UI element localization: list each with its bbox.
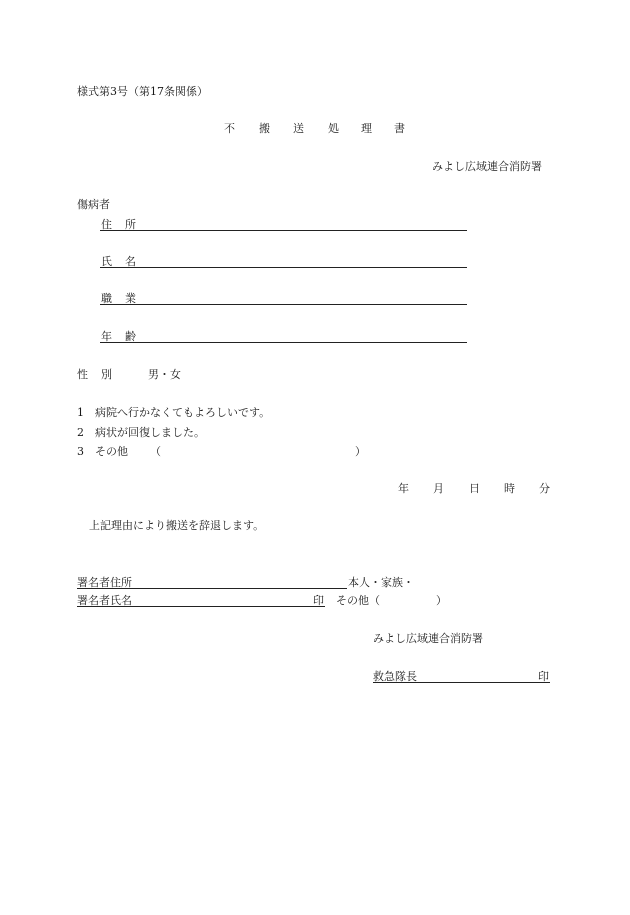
- field-occupation-label-2: 業: [125, 292, 136, 305]
- signer-seal-mark: 印: [313, 594, 324, 607]
- relation-close-paren: ）: [436, 594, 447, 607]
- reason-number: 1: [77, 406, 84, 419]
- reason-number: 3: [77, 445, 84, 458]
- relation-options-line2[interactable]: その他（: [336, 594, 380, 607]
- signer-name-line[interactable]: [77, 606, 325, 607]
- field-occupation-line[interactable]: [100, 304, 467, 305]
- datetime-hour: 時: [504, 482, 515, 495]
- field-address-line[interactable]: [100, 230, 467, 231]
- field-age-line[interactable]: [100, 342, 467, 343]
- signer-name-label: 署名者氏名: [77, 594, 132, 607]
- title-char: 搬: [259, 122, 270, 135]
- reason-other-open-paren: （: [150, 445, 161, 458]
- field-age-label-2: 齢: [125, 330, 136, 343]
- refusal-statement: 上記理由により搬送を辞退します。: [89, 519, 265, 532]
- sex-label-2: 別: [101, 368, 112, 381]
- field-occupation-label-1: 職: [101, 292, 112, 305]
- title-char: 理: [361, 122, 372, 135]
- form-reference: 様式第3号（第17条関係）: [77, 85, 208, 98]
- field-name-line[interactable]: [100, 267, 467, 268]
- datetime-year: 年: [398, 482, 409, 495]
- field-name-label-1: 氏: [101, 255, 112, 268]
- field-address-label-2: 所: [125, 218, 136, 231]
- field-address-label-1: 住: [101, 218, 112, 231]
- datetime-month: 月: [433, 482, 444, 495]
- title-char: 送: [293, 122, 304, 135]
- reason-text[interactable]: 病院へ行かなくてもよろしいです。: [95, 406, 271, 419]
- signer-address-label: 署名者住所: [77, 576, 132, 589]
- issuer-name: みよし広域連合消防署: [432, 160, 542, 173]
- datetime-minute: 分: [539, 482, 550, 495]
- field-age-label-1: 年: [101, 330, 112, 343]
- reason-number: 2: [77, 426, 84, 439]
- relation-options-line1[interactable]: 本人・家族・: [348, 576, 414, 589]
- captain-label: 救急隊長: [373, 670, 417, 683]
- footer-station-name: みよし広域連合消防署: [373, 632, 483, 645]
- reason-other-close-paren: ）: [355, 445, 366, 458]
- title-char: 書: [394, 122, 405, 135]
- captain-seal-mark: 印: [538, 670, 549, 683]
- signer-address-line[interactable]: [77, 588, 347, 589]
- sex-options[interactable]: 男・女: [148, 368, 181, 381]
- reason-text[interactable]: その他: [95, 445, 128, 458]
- datetime-day: 日: [469, 482, 480, 495]
- field-name-label-2: 名: [125, 255, 136, 268]
- sex-label-1: 性: [77, 368, 88, 381]
- title-char: 処: [328, 122, 339, 135]
- patient-heading: 傷病者: [77, 198, 110, 211]
- document-title: [224, 123, 404, 137]
- reason-text[interactable]: 病状が回復しました。: [95, 426, 205, 439]
- title-char: 不: [224, 122, 235, 135]
- captain-signature-line[interactable]: [373, 682, 550, 683]
